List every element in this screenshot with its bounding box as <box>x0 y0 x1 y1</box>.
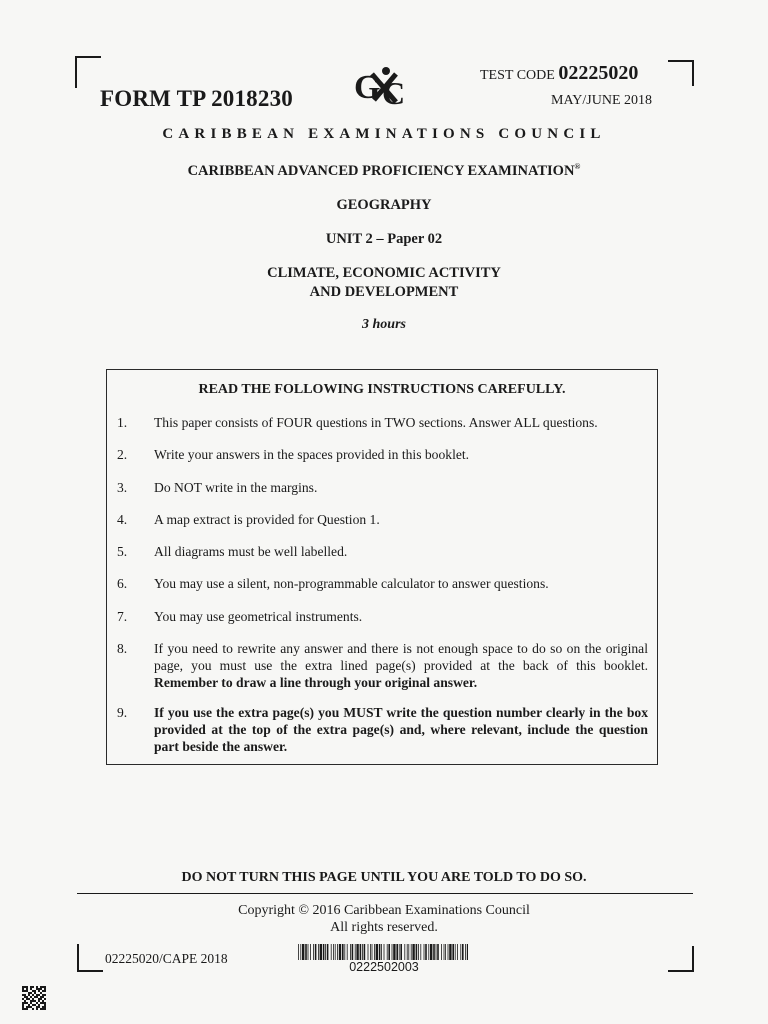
do-not-turn-notice: DO NOT TURN THIS PAGE UNTIL YOU ARE TOLD TO DO SO. <box>181 870 587 885</box>
instruction-text: You may use geometrical instruments. <box>154 609 363 624</box>
instruction-text <box>154 640 648 691</box>
form-number: FORM TP 2018230 <box>100 86 293 111</box>
cxc-logo-icon <box>352 64 418 108</box>
exam-session: MAY/JUNE 2018 <box>551 93 652 108</box>
rights-notice: All rights reserved. <box>330 920 438 935</box>
exam-name-text: CARIBBEAN ADVANCED PROFICIENCY EXAMINATION <box>187 162 575 179</box>
instruction-text <box>154 704 648 755</box>
instruction-number: 6. <box>117 576 128 591</box>
instruction-number: 8. <box>117 641 128 656</box>
test-code-value: 02225020 <box>558 62 639 84</box>
corner-bracket-top-left <box>75 56 101 88</box>
svg-text:C: C <box>382 75 406 108</box>
exam-duration: 3 hours <box>362 317 406 332</box>
footer-divider <box>77 893 693 894</box>
barcode-icon <box>298 944 468 960</box>
instruction-text: You may use a silent, non-programmable calculator to answer questions. <box>154 576 549 591</box>
instruction-number: 4. <box>117 512 128 527</box>
instructions-heading: READ THE FOLLOWING INSTRUCTIONS CAREFULLY. <box>198 382 566 397</box>
instruction-number: 1. <box>117 415 128 430</box>
instructions-box <box>106 369 658 765</box>
instruction-number: 5. <box>117 544 128 559</box>
instruction-text-bold: Remember to draw a line through your original answer. <box>154 675 478 690</box>
corner-bracket-bottom-left <box>77 944 103 972</box>
copyright-notice: Copyright © 2016 Caribbean Examinations Council <box>238 903 530 918</box>
instruction-text: All diagrams must be well labelled. <box>154 544 348 559</box>
exam-name <box>0 162 768 180</box>
instruction-number: 3. <box>117 480 128 495</box>
paper-title-line-2: AND DEVELOPMENT <box>309 284 459 300</box>
instruction-number: 9. <box>117 705 128 720</box>
document-code: 02225020/CAPE 2018 <box>105 951 228 966</box>
corner-bracket-bottom-right <box>668 946 694 972</box>
instruction-text: Do NOT write in the margins. <box>154 480 318 495</box>
instruction-number: 7. <box>117 609 128 624</box>
paper-title-line-1: CLIMATE, ECONOMIC ACTIVITY <box>267 265 501 281</box>
qr-code-icon <box>22 986 46 1010</box>
barcode-number: 0222502003 <box>349 960 419 974</box>
instruction-text-plain: If you need to rewrite any answer and there is not enough space to do so on the original page, you must use the extra lined page(s) provided at the back of this booklet. <box>154 641 648 673</box>
instruction-number: 2. <box>117 447 128 462</box>
corner-bracket-top-right <box>668 60 694 86</box>
subject-title: GEOGRAPHY <box>336 197 432 213</box>
test-code-label: TEST CODE <box>480 68 555 83</box>
registered-mark: ® <box>574 162 581 171</box>
unit-paper: UNIT 2 – Paper 02 <box>325 231 443 247</box>
instruction-text: This paper consists of FOUR questions in TWO sections. Answer ALL questions. <box>154 415 598 430</box>
svg-text:G: G <box>354 69 381 106</box>
instruction-text-bold: If you use the extra page(s) you MUST write the question number clearly in the box provided at the top of the extra page(s) and, where relevant, include the question part beside the answer. <box>154 705 648 754</box>
instruction-text: Write your answers in the spaces provided in this booklet. <box>154 447 470 462</box>
council-name: CARIBBEAN EXAMINATIONS COUNCIL <box>162 126 606 142</box>
instruction-text: A map extract is provided for Question 1. <box>154 512 380 527</box>
test-code <box>480 62 638 85</box>
